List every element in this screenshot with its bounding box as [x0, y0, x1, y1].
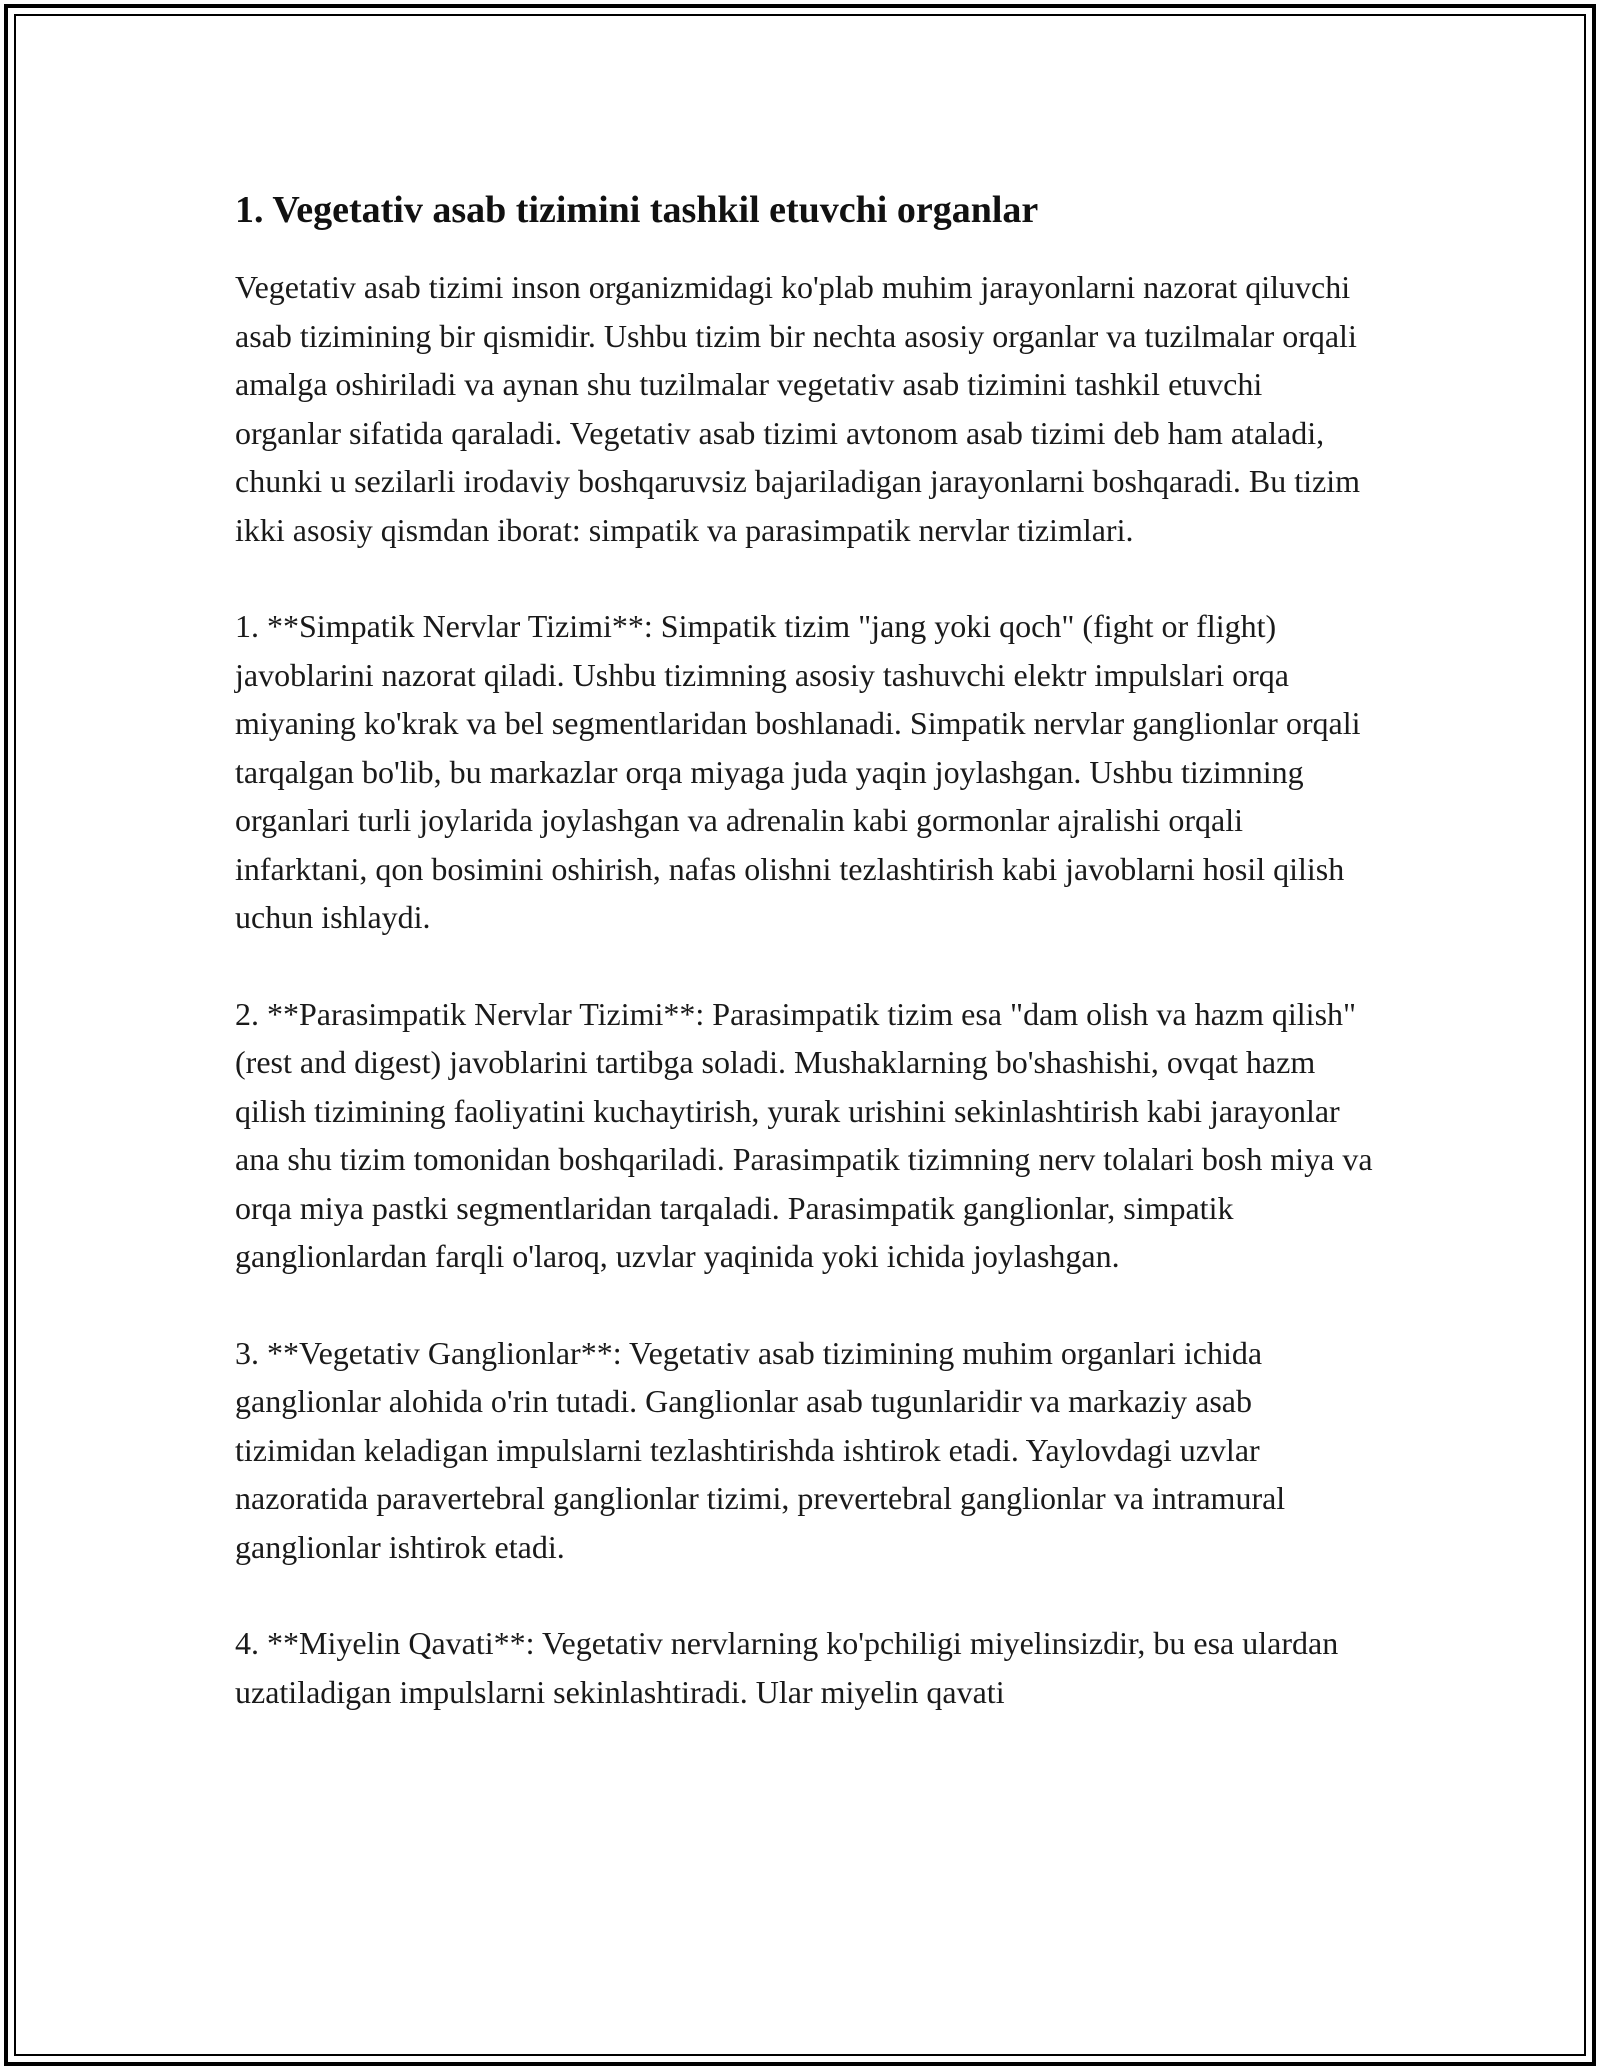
document-body — [235, 185, 1375, 1764]
sympathetic-paragraph: 1. **Simpatik Nervlar Tizimi**: Simpatik tizim "jang yoki qoch" (fight or flight) javoblarini nazorat qiladi. Ushbu tizimning asosiy tashuvchi elektr impulslari orqa miyaning ko'krak va bel segmentlaridan boshlanadi. Simpatik nervlar ganglionlar orqali tarqalgan bo'lib, bu markazlar orqa miyaga juda yaqin joylashgan. Ushbu tizimning organlari turli joylarida joylashgan va adrenalin kabi gormonlar ajralishi orqali infarktani, qon bosimini oshirish, nafas olishni tezlashtirish kabi javoblarni hosil qilish uchun ishlaydi. — [235, 608, 1361, 935]
section-heading: 1. Vegetativ asab tizimini tashkil etuvchi organlar — [235, 189, 1039, 231]
parasympathetic-paragraph: 2. **Parasimpatik Nervlar Tizimi**: Parasimpatik tizim esa "dam olish va hazm qilish" (rest and digest) javoblarini tartibga soladi. Mushaklarning bo'shashishi, ovqat hazm qilish tizimining faoliyatini kuchaytirish, yurak urishini sekinlashtirish kabi jarayonlar ana shu tizim tomonidan boshqariladi. Parasimpatik tizimning nerv tolalari bosh miya va orqa miya pastki segmentlaridan tarqaladi. Parasimpatik ganglionlar, simpatik ganglionlardan farqli o'laroq, uzvlar yaqinida yoki ichida joylashgan. — [235, 995, 1373, 1274]
intro-paragraph: Vegetativ asab tizimi inson organizmidagi ko'plab muhim jarayonlarni nazorat qiluvchi asab tizimining bir qismidir. Ushbu tizim bir nechta asosiy organlar va tuzilmalar orqali amalga oshiriladi va aynan shu tuzilmalar vegetativ asab tizimini tashkil etuvchi organlar sifatida qaraladi. Vegetativ asab tizimi avtonom asab tizimi deb ham ataladi, chunki u sezilarli irodaviy boshqaruvsiz bajariladigan jarayonlarni boshqaradi. Bu tizim ikki asosiy qismdan iborat: simpatik va parasimpatik nervlar tizimlari. — [235, 269, 1361, 548]
ganglia-paragraph: 3. **Vegetativ Ganglionlar**: Vegetativ asab tizimining muhim organlari ichida ganglionlar alohida o'rin tutadi. Ganglionlar asab tugunlaridir va markaziy asab tizimidan keladigan impulslarni tezlashtirishda ishtirok etadi. Yaylovdagi uzvlar nazoratida paravertebral ganglionlar tizimi, prevertebral ganglionlar va intramural ganglionlar ishtirok etadi. — [235, 1334, 1286, 1565]
myelin-paragraph: 4. **Miyelin Qavati**: Vegetativ nervlarning ko'pchiligi miyelinsizdir, bu esa ulardan uzatiladigan impulslarni sekinlashtiradi. Ular miyelin qavati — [235, 1625, 1339, 1710]
